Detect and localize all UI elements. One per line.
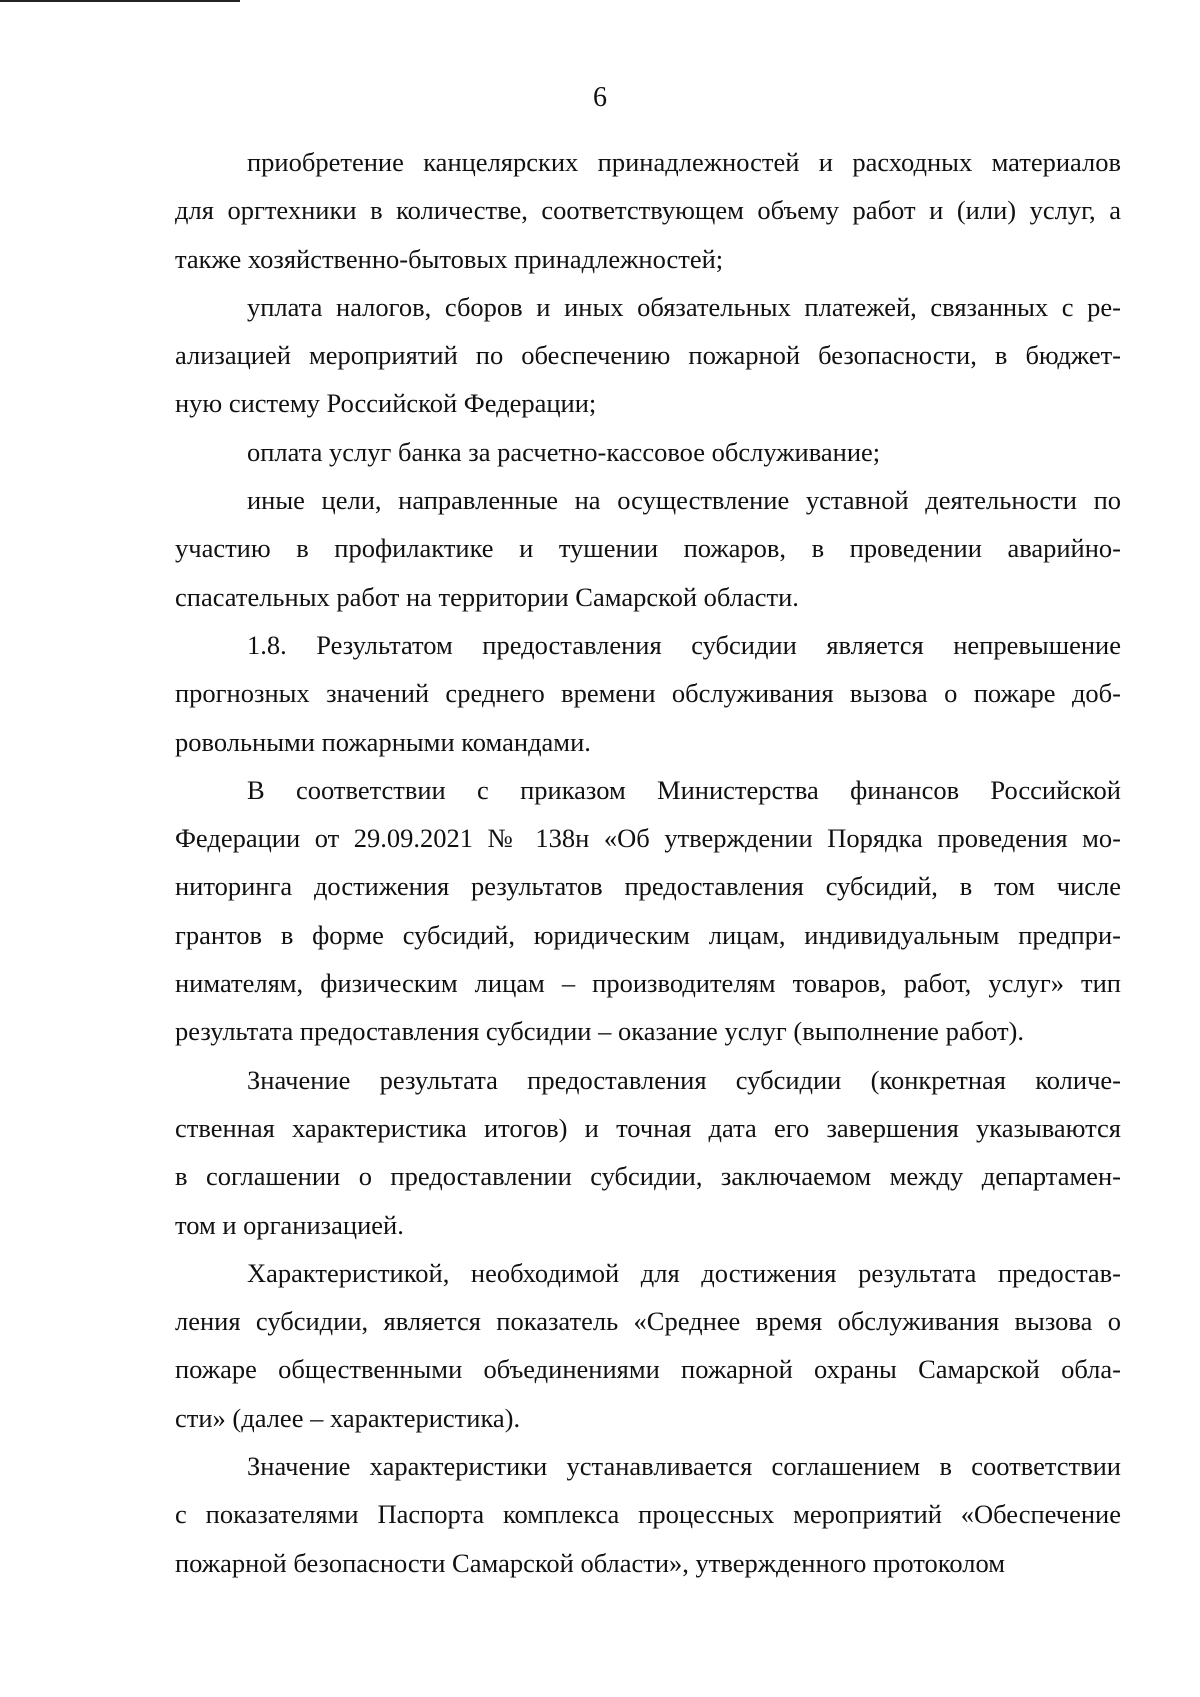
text-line: спасательных работ на территории Самарской области.	[175, 581, 799, 612]
text-line: нимателям, физическим лицам – производителям товаров, работ, услуг» тип	[175, 968, 1121, 999]
paragraph	[175, 1442, 1121, 1587]
paragraph	[175, 1056, 1121, 1249]
paragraph	[175, 766, 1121, 1056]
text-line: для оргтехники в количестве, соответствующем объему работ и (или) услуг, а	[175, 195, 1121, 226]
text-line: пожарной безопасности Самарской области», утвержденного протоколом	[175, 1547, 1005, 1578]
text-line: сти» (далее – характеристика).	[175, 1402, 521, 1433]
document-body	[175, 138, 1121, 1587]
text-line: ниторинга достижения результатов предоставления субсидий, в том числе	[175, 871, 1121, 902]
paragraph	[175, 283, 1121, 428]
text-line: пожаре общественными объединениями пожарной охраны Самарской обла-	[175, 1354, 1121, 1385]
text-line: ную систему Российской Федерации;	[175, 388, 597, 419]
text-line: ализацией мероприятий по обеспечению пожарной безопасности, в бюджет-	[175, 340, 1121, 371]
paragraph	[175, 1249, 1121, 1442]
text-line: прогнозных значений среднего времени обслуживания вызова о пожаре доб-	[175, 678, 1121, 709]
text-line: также хозяйственно-бытовых принадлежностей;	[175, 243, 724, 274]
paragraph	[175, 621, 1121, 766]
text-line: приобретение канцелярских принадлежностей и расходных материалов	[247, 147, 1121, 177]
text-line: грантов в форме субсидий, юридическим лицам, индивидуальным предпри-	[175, 919, 1121, 950]
text-line: В соответствии с приказом Министерства финансов Российской	[247, 774, 1121, 805]
text-line: ственная характеристика итогов) и точная дата его завершения указываются	[175, 1112, 1121, 1143]
paragraph	[175, 428, 1121, 476]
page-number: 6	[593, 82, 607, 113]
paragraph	[175, 138, 1121, 283]
text-line: участию в профилактике и тушении пожаров, в проведении аварийно-	[175, 533, 1121, 564]
text-line: ления субсидии, является показатель «Среднее время обслуживания вызова о	[175, 1306, 1121, 1337]
text-line: 1.8. Результатом предоставления субсидии является непревышение	[247, 629, 1121, 660]
text-line: иные цели, направленные на осуществление уставной деятельности по	[247, 485, 1121, 516]
text-line: результата предоставления субсидии – оказание услуг (выполнение работ).	[175, 1016, 1024, 1047]
text-line: Федерации от 29.09.2021 № 138н «Об утверждении Порядка проведения мо-	[175, 823, 1121, 854]
paragraph	[175, 476, 1121, 621]
text-line: Значение характеристики устанавливается соглашением в соответствии	[247, 1451, 1121, 1482]
text-line: с показателями Паспорта комплекса процессных мероприятий «Обеспечение	[175, 1499, 1121, 1530]
text-line: Характеристикой, необходимой для достижения результата предостав-	[247, 1257, 1121, 1288]
text-line: том и организацией.	[175, 1209, 404, 1240]
text-line: ровольными пожарными командами.	[175, 726, 591, 757]
text-line: в соглашении о предоставлении субсидии, заключаемом между департамен-	[175, 1161, 1121, 1192]
text-line: Значение результата предоставления субсидии (конкретная количе-	[247, 1064, 1121, 1095]
scan-edge-line	[0, 0, 240, 2]
text-line: уплата налогов, сборов и иных обязательных платежей, связанных с ре-	[247, 291, 1121, 322]
text-line: оплата услуг банка за расчетно-кассовое обслуживание;	[247, 436, 881, 467]
